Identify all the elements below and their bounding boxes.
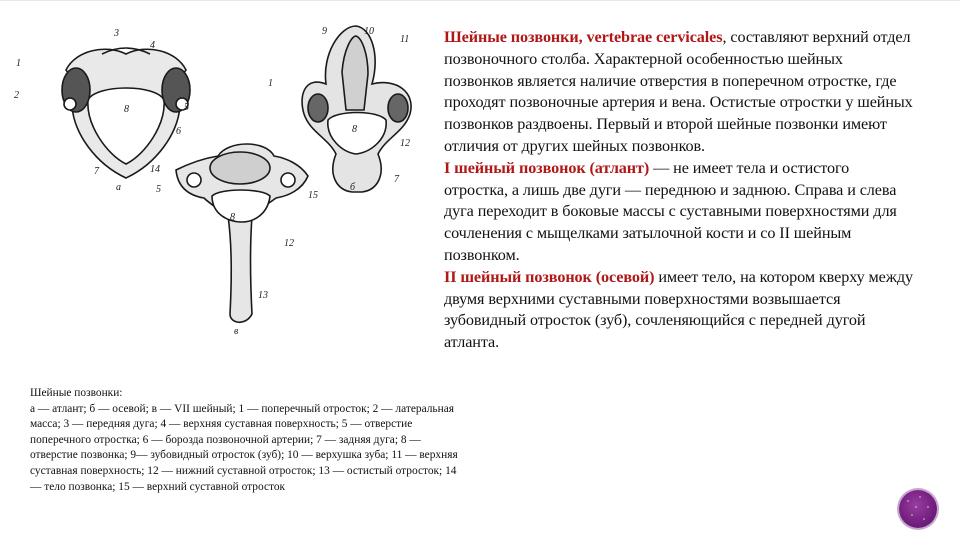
svg-text:6: 6 [176,126,181,137]
svg-text:9: 9 [322,26,327,37]
main-text-block [444,27,914,354]
axis-drawing [302,26,411,192]
svg-text:11: 11 [400,34,410,45]
caption-title: Шейные позвонки: [30,387,123,399]
svg-text:5: 5 [184,102,189,113]
caption-text: а — атлант; б — осевой; в — VII шейный; 1 — поперечный отросток; 2 — латеральная масса; 3 — передняя дуга; 4 — верхняя суставная поверхность; 5 — отверстие поперечного отростка; 6 — борозда позвоночной артерии; 7 — задняя дуга; 8 — отверстие позвонка; 9— зубовидный отросток (зуб); 10 — верхушка зуба; 11 — верхняя суставная поверхность; 12 — нижний суставной отросток; 13 — остистый отросток; 14 — тело позвонка; 15 — верхний суставной отросток [30,402,458,493]
figure-caption [30,386,470,495]
svg-text:13: 13 [258,290,268,301]
svg-text:15: 15 [308,190,318,201]
svg-text:1: 1 [16,58,21,69]
text-cervical: , составляют верхний отдел позвоночного столба. Характерной особенностью шейных позвонков является наличие отверстия в поперечном отростке, где проходят позвоночные артерия и вена. Остистые отростки у шейных позвонков раздвоены. Первый и второй шейные позвонки имеют отличия от других шейных позвонков. [444,28,913,155]
svg-text:12: 12 [400,138,410,149]
svg-text:8: 8 [352,124,357,135]
text-atlas: — не имеет тела и остистого отростка, а лишь две дуги — переднюю и заднюю. Справа и слева дуга переходит в боковые массы с суставными поверхностями для сочленения с мыщелками затылочной кости и со II шейным позвонком. [444,158,897,264]
text-axis: имеет тело, на котором кверху между двумя верхними суставными поверхностями возвышается зубовидный отросток (зуб), сочленяющийся с передней дугой атланта. [444,267,913,352]
svg-text:4: 4 [150,40,155,51]
svg-text:в: в [234,326,239,337]
svg-text:3: 3 [114,28,119,39]
svg-text:7: 7 [94,166,99,177]
vertebrae-illustration [6,14,420,344]
svg-text:8: 8 [230,212,235,223]
paragraph-axis [444,267,914,354]
svg-text:14: 14 [150,164,160,175]
svg-text:12: 12 [284,238,294,249]
decorative-badge-icon [899,490,937,528]
term-cervical-vertebrae: Шейные позвонки, vertebrae cervicales [444,28,723,46]
svg-text:2: 2 [14,90,19,101]
term-atlas: I шейный позвонок (атлант) [444,158,650,177]
svg-text:7: 7 [394,174,399,185]
svg-text:5: 5 [156,184,161,195]
svg-text:8: 8 [124,104,129,115]
svg-text:б: б [350,182,356,193]
paragraph-cervical [444,27,914,158]
svg-text:а: а [116,182,121,193]
term-axis: II шейный позвонок (осевой) [444,267,655,286]
paragraph-atlas [444,158,914,267]
svg-text:1: 1 [268,78,273,89]
svg-text:10: 10 [364,26,374,37]
c7-drawing [176,144,308,322]
top-border [0,0,960,1]
